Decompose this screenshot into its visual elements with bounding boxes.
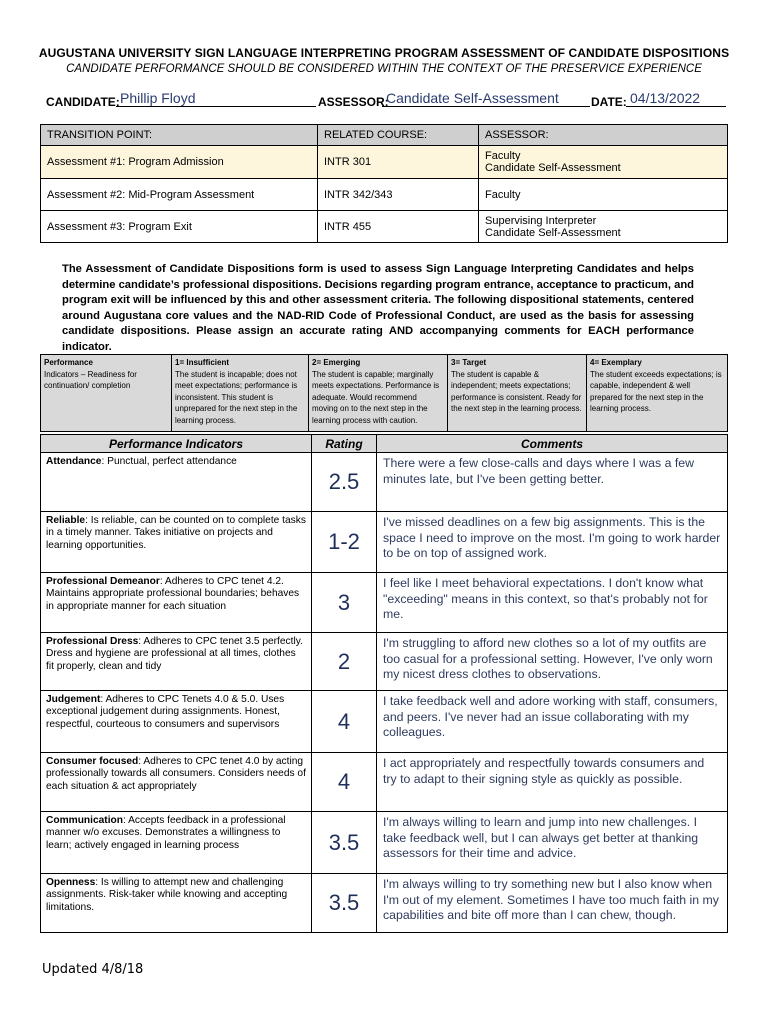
indicator-cell <box>41 753 312 812</box>
table-row <box>41 146 728 179</box>
related-course: INTR 301 <box>318 146 479 179</box>
comment-text[interactable]: I feel like I meet behavioral expectations. I don't know what "exceeding" means in this context, so that's probably not for me. <box>377 573 728 633</box>
indicator-title: Professional Dress <box>46 636 139 647</box>
related-course-header: RELATED COURSE: <box>318 125 479 146</box>
indicator-description: : Adheres to CPC Tenets 4.0 & 5.0. Uses exceptional judgement during assignments. Honest, respectful, courteous to consumers and supervisors <box>46 694 285 730</box>
indicator-description: : Adheres to CPC tenet 4.2. Maintains appropriate professional boundaries; behaves in appropriate manner for each situation <box>46 576 300 612</box>
scale-description: The student is capable; marginally meets expectations. Performance is adequate. Would recommend moving on to the next step in the learning process with caution. <box>312 369 440 425</box>
assessor-cell <box>479 211 728 243</box>
related-course: INTR 342/343 <box>318 179 479 211</box>
comment-text[interactable]: I'm always willing to try something new but I also know when I'm out of my element. Sometimes I have too much faith in my capabilities and bite off more than I can chew, though. <box>377 874 728 933</box>
assessor-label: ASSESSOR: <box>318 95 389 109</box>
scale-heading: 1= Insufficient <box>175 358 230 367</box>
rating-header: Rating <box>312 435 377 453</box>
indicator-cell <box>41 874 312 933</box>
assessor-header: ASSESSOR: <box>479 125 728 146</box>
document-title: AUGUSTANA UNIVERSITY SIGN LANGUAGE INTERPRETING PROGRAM ASSESSMENT OF CANDIDATE DISPOSITIONS <box>38 46 730 60</box>
transition-point: Assessment #2: Mid-Program Assessment <box>41 179 318 211</box>
indicator-description: : Punctual, perfect attendance <box>101 456 237 467</box>
rating-value[interactable]: 3.5 <box>312 874 377 933</box>
rating-value[interactable]: 2 <box>312 633 377 691</box>
assessor-line: Candidate Self-Assessment <box>485 226 621 239</box>
indicator-title: Communication <box>46 815 123 826</box>
table-row <box>41 633 728 691</box>
indicator-title: Consumer focused <box>46 756 139 767</box>
transition-point-header: TRANSITION POINT: <box>41 125 318 146</box>
candidate-label: CANDIDATE: <box>46 95 120 109</box>
comment-text[interactable]: I'm always willing to learn and jump into new challenges. I take feedback well, but I can always get better at thanking assessors for their time and advice. <box>377 812 728 874</box>
indicator-cell <box>41 633 312 691</box>
indicator-title: Attendance <box>46 456 102 467</box>
footer-updated: Updated 4/8/18 <box>42 962 144 977</box>
scale-cell <box>448 355 587 432</box>
intro-paragraph: The Assessment of Candidate Dispositions form is used to assess Sign Language Interpreting Candidates and helps determine candidate’s professional dispositions. Decisions regarding program entrance, acceptance to practicum, and program exit will be influenced by this and other assessment criteria. The following dispositional statements, centered around Augustana core values and the NAD-RID Code of Professional Conduct, are used as the basis for assessing candidate dispositions. Please assign an accurate rating AND accompanying comments for EACH performance indicator. <box>62 263 694 353</box>
assessor-line: Candidate Self-Assessment <box>485 162 621 174</box>
scale-description: The student is incapable; does not meet expectations; performance is inconsistent. This student is unprepared for the next step in the learning process. <box>175 369 298 425</box>
date-label: DATE: <box>591 95 627 109</box>
comment-text[interactable]: I act appropriately and respectfully towards consumers and try to adapt to their signing style as quickly as possible. <box>377 753 728 812</box>
comment-text[interactable]: I'm struggling to afford new clothes so a lot of my outfits are too casual for a professional setting. However, I've only worn my nicest dress clothes to observations. <box>377 633 728 691</box>
scale-heading: 2= Emerging <box>312 358 361 367</box>
assessor-field[interactable]: Candidate Self-Assessment <box>382 90 590 107</box>
scale-description: Indicators – Readiness for continuation/ completion <box>44 369 137 390</box>
related-course: INTR 455 <box>318 211 479 243</box>
indicator-description: : Adheres to CPC tenet 4.0 by acting professionally towards all consumers. Considers needs of each situation & act appropriately <box>46 756 306 792</box>
scale-description: The student exceeds expectations; is capable, independent & well prepared for the next step in the learning process. <box>590 369 722 413</box>
scale-heading: 3= Target <box>451 358 487 367</box>
indicator-description: : Adheres to CPC tenet 3.5 perfectly. Dress and hygiene are professional at all times, clothes fit properly, clean and tidy <box>46 636 303 672</box>
table-row <box>41 874 728 933</box>
transition-table <box>40 124 728 243</box>
scale-description: The student is capable & independent; meets expectations; performance is consistent. Ready for the next step in the learning process. <box>451 369 582 413</box>
indicator-cell <box>41 812 312 874</box>
indicator-title: Reliable <box>46 515 86 526</box>
date-field[interactable]: 04/13/2022 <box>626 90 726 107</box>
scale-cell <box>587 355 728 432</box>
scale-heading: Performance <box>44 358 93 367</box>
indicator-title: Professional Demeanor <box>46 576 160 587</box>
comment-text[interactable]: I take feedback well and adore working with staff, consumers, and peers. I've never had an issue collaborating with my colleagues. <box>377 691 728 753</box>
assessor-line: Faculty <box>485 150 521 162</box>
indicator-description: : Accepts feedback in a professional manner w/o excuses. Demonstrates a willingness to learn; actively engaged in learning process <box>46 815 286 851</box>
table-row <box>41 211 728 243</box>
rating-value[interactable]: 1-2 <box>312 512 377 573</box>
transition-point: Assessment #3: Program Exit <box>41 211 318 243</box>
rating-scale-table <box>40 354 728 432</box>
scale-cell <box>309 355 448 432</box>
table-row <box>41 512 728 573</box>
indicator-cell <box>41 453 312 512</box>
indicator-description: : Is reliable, can be counted on to complete tasks in a timely manner. Takes initiative on projects and learning opportunities. <box>46 515 306 551</box>
comment-text[interactable]: There were a few close-calls and days where I was a few minutes late, but I've been getting better. <box>377 453 728 512</box>
assessor-cell <box>479 146 728 179</box>
identity-line <box>46 90 736 110</box>
comment-text[interactable]: I've missed deadlines on a few big assignments. This is the space I need to improve on the most. I'm going to work harder to be on top of assigned work. <box>377 512 728 573</box>
comments-header: Comments <box>377 435 728 453</box>
table-row <box>41 179 728 211</box>
candidate-field[interactable]: Phillip Floyd <box>116 90 316 107</box>
rating-value[interactable]: 2.5 <box>312 453 377 512</box>
scale-heading: 4= Exemplary <box>590 358 642 367</box>
document-subtitle: CANDIDATE PERFORMANCE SHOULD BE CONSIDERED WITHIN THE CONTEXT OF THE PRESERVICE EXPERIENCE <box>66 63 702 75</box>
transition-point: Assessment #1: Program Admission <box>41 146 318 179</box>
table-row <box>41 812 728 874</box>
indicator-title: Judgement <box>46 694 101 705</box>
table-row <box>41 573 728 633</box>
performance-table <box>40 434 728 933</box>
indicators-header: Performance Indicators <box>41 435 312 453</box>
scale-cell <box>41 355 172 432</box>
indicator-cell <box>41 573 312 633</box>
assessor-line: Supervising Interpreter <box>485 214 597 227</box>
rating-value[interactable]: 4 <box>312 691 377 753</box>
assessor-cell <box>479 179 728 211</box>
table-row <box>41 753 728 812</box>
table-row <box>41 691 728 753</box>
assessor-line: Faculty <box>485 188 521 201</box>
rating-value[interactable]: 3.5 <box>312 812 377 874</box>
table-row <box>41 453 728 512</box>
scale-cell <box>172 355 309 432</box>
indicator-cell <box>41 512 312 573</box>
indicator-cell <box>41 691 312 753</box>
rating-value[interactable]: 3 <box>312 573 377 633</box>
indicator-title: Openness <box>46 877 96 888</box>
rating-value[interactable]: 4 <box>312 753 377 812</box>
indicator-description: : Is willing to attempt new and challenging assignments. Risk-taker while knowing and accepting limitations. <box>46 877 288 913</box>
